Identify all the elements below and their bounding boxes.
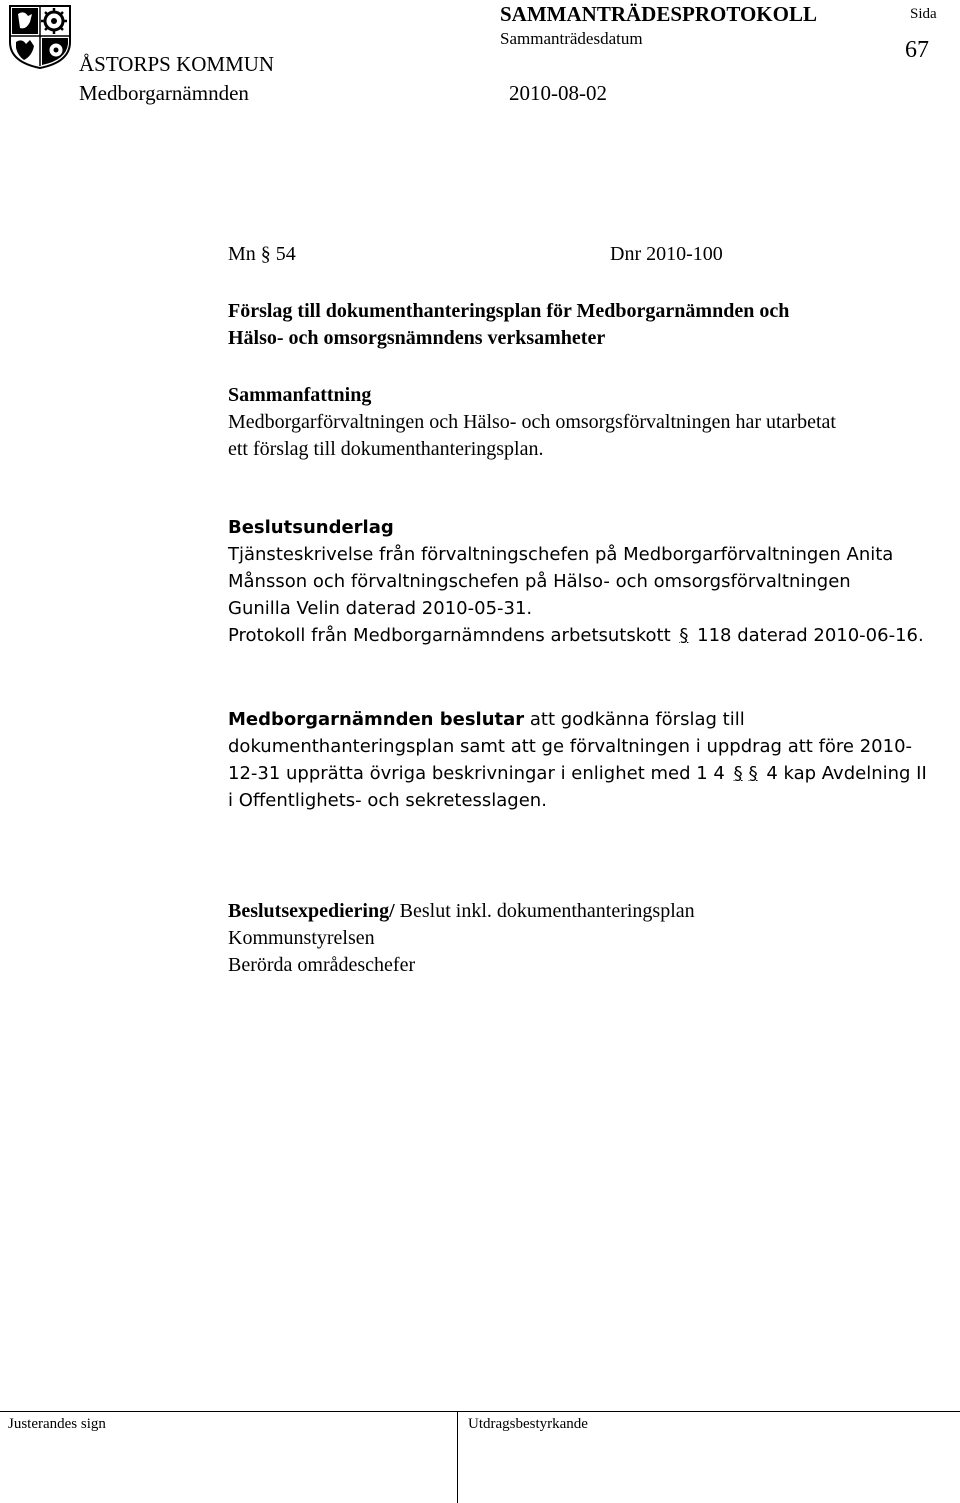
decision-basis-line: Månsson och förvaltningschefen på Hälso- och omsorgsförvaltningen (228, 571, 851, 592)
case-title (228, 298, 789, 352)
case-registry-number: Dnr 2010-100 (610, 243, 723, 265)
decision-lead: Medborgarnämnden beslutar (228, 709, 525, 730)
footer-extract-label: Utdragsbestyrkande (468, 1416, 588, 1432)
decision-line: Medborgarnämnden beslutar att godkänna förslag till (228, 709, 745, 730)
municipality-coat-of-arms-logo (8, 4, 72, 70)
protocol-reference: Protokoll från Medborgarnämndens arbetsutskott § 118 daterad 2010-06-16. (228, 622, 924, 649)
footer-signature-label: Justerandes sign (8, 1416, 106, 1432)
case-title-line: Hälso- och omsorgsnämndens verksamheter (228, 327, 606, 349)
distribution-recipient: Berörda områdeschefer (228, 954, 416, 976)
summary-line: ett förslag till dokumenthanteringsplan. (228, 438, 544, 460)
decision-basis-section (228, 514, 924, 649)
decision-line: dokumenthanteringsplan samt att ge förvaltningen i uppdrag att före 2010- (228, 736, 913, 757)
page-label: Sida (910, 6, 937, 22)
summary-section (228, 382, 836, 463)
meeting-date-label: Sammanträdesdatum (500, 29, 643, 48)
decision-section (228, 706, 927, 814)
section-sign: § (748, 763, 758, 784)
distribution-heading: Beslutsexpediering/ (228, 900, 395, 922)
case-paragraph-number (228, 243, 296, 266)
distribution-recipient: Kommunstyrelsen (228, 927, 375, 949)
section-sign: § (733, 763, 743, 784)
municipality-name: ÅSTORPS KOMMUN (79, 52, 275, 76)
distribution-section (228, 898, 695, 979)
meeting-date: 2010-08-02 (509, 81, 607, 105)
decision-basis-line: Gunilla Velin daterad 2010-05-31. (228, 598, 533, 619)
document-type-title: SAMMANTRÄDESPROTOKOLL (500, 2, 817, 26)
footer-divider (457, 1411, 458, 1503)
footer-rule (0, 1411, 960, 1412)
mn-number: 54 (275, 243, 296, 265)
distribution-heading-line: Beslutsexpediering/ Beslut inkl. dokumenthanteringsplan (228, 900, 695, 922)
case-title-line: Förslag till dokumenthanteringsplan för Medborgarnämnden och (228, 300, 790, 322)
section-sign: § (679, 625, 689, 646)
summary-line: Medborgarförvaltningen och Hälso- och omsorgsförvaltningen har utarbetat (228, 411, 836, 433)
section-sign: § (260, 243, 271, 265)
committee-name: Medborgarnämnden (79, 81, 249, 105)
decision-basis-line: Tjänsteskrivelse från förvaltningschefen på Medborgarförvaltningen Anita (228, 544, 894, 565)
mn-label: Mn (228, 243, 256, 265)
decision-line: 12-31 upprätta övriga beskrivningar i enlighet med 1 4 § § 4 kap Avdelning II (228, 760, 927, 787)
decision-line: i Offentlighets- och sekretesslagen. (228, 790, 547, 811)
page-number: 67 (905, 37, 929, 63)
summary-heading: Sammanfattning (228, 384, 372, 406)
decision-basis-heading: Beslutsunderlag (228, 517, 394, 538)
